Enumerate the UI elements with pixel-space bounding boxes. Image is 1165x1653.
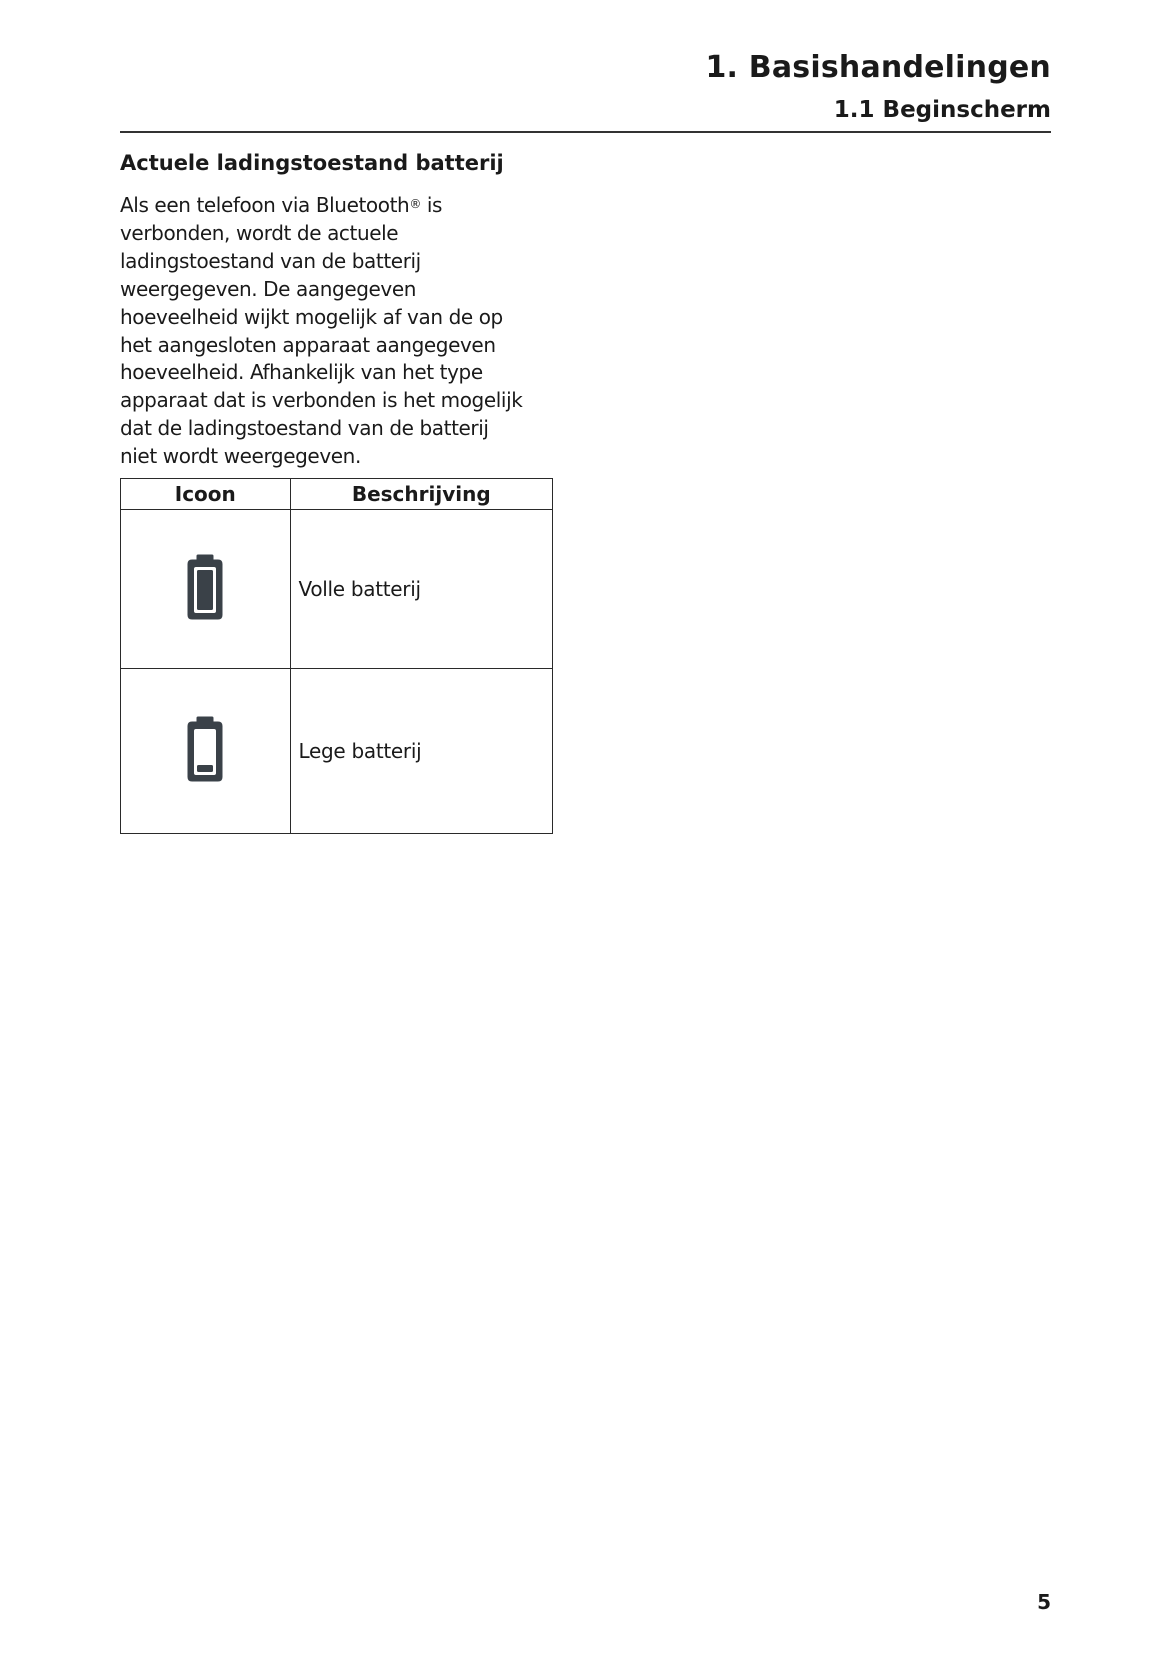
paragraph-line: dat de ladingstoestand van de batterij [120,416,489,441]
table-cell-description: Volle batterij [290,510,552,669]
battery-icon-table [120,478,553,834]
table-cell-icon [121,510,291,669]
chapter-title: 1. Basishandelingen [705,50,1051,85]
paragraph-line: niet wordt weergegeven. [120,444,361,469]
paragraph-line: Als een telefoon via Bluetooth® is [120,193,443,217]
paragraph-line: weergegeven. De aangegeven [120,276,417,301]
page-number: 5 [1037,1590,1051,1614]
header-divider [120,131,1051,133]
paragraph-line: hoeveelheid. Afhankelijk van het type [120,360,483,385]
battery-empty-icon [187,716,223,782]
paragraph-line: het aangesloten apparaat aangegeven [120,332,496,357]
table-header-description: Beschrijving [290,479,552,510]
paragraph-line: hoeveelheid wijkt mogelijk af van de op [120,304,503,329]
table-row [121,669,553,834]
table-cell-icon [121,669,291,834]
table-row [121,510,553,669]
table-cell-description: Lege batterij [290,669,552,834]
battery-full-icon [187,554,223,620]
section-title: 1.1 Beginscherm [833,97,1051,123]
registered-mark: ® [409,197,421,211]
paragraph-line: apparaat dat is verbonden is het mogelijk [120,388,523,413]
table-header-row [121,479,553,510]
paragraph-line: verbonden, wordt de actuele [120,220,399,245]
subheading: Actuele ladingstoestand batterij [120,151,504,175]
table-header-icon: Icoon [121,479,291,510]
body-paragraph [120,192,560,471]
paragraph-line: ladingstoestand van de batterij [120,248,421,273]
